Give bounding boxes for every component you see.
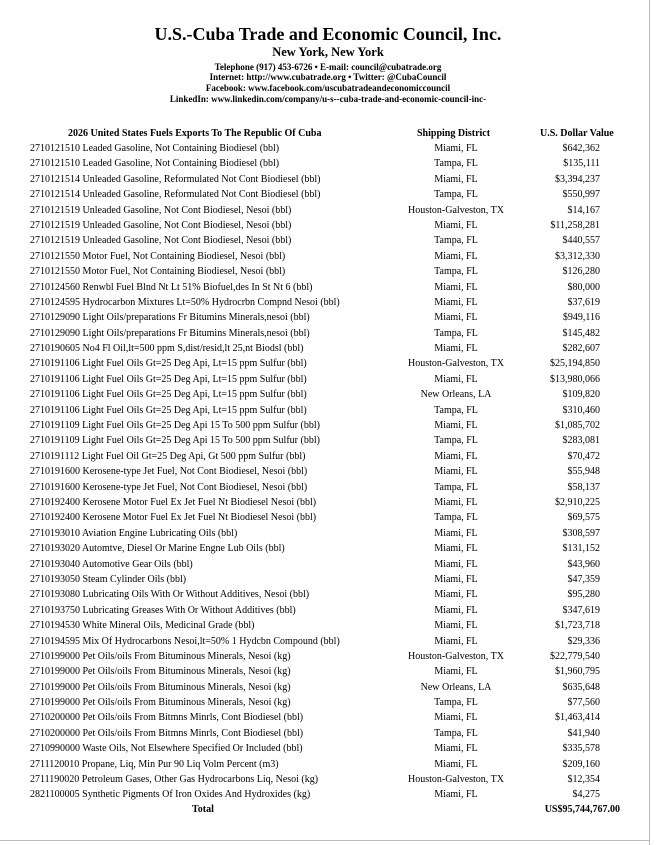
row-shipping-district: Miami, FL: [434, 527, 478, 539]
row-dollar-value: $1,723,718: [555, 620, 600, 632]
column-header-value: U.S. Dollar Value: [540, 128, 614, 139]
row-shipping-district: Miami, FL: [434, 373, 478, 385]
organization-city: New York, New York: [272, 45, 384, 59]
contact-facebook: Facebook: www.facebook.com/uscubatradeandeconomiccouncil: [205, 83, 451, 93]
total-value: US$95,744,767.00: [544, 804, 620, 815]
row-description: 2710121550 Motor Fuel, Not Containing Biodiesel, Nesoi (bbl): [30, 250, 286, 262]
row-description: 2710193750 Lubricating Greases With Or Without Additives (bbl): [30, 604, 296, 616]
row-dollar-value: $41,940: [567, 727, 600, 739]
table-row: [0, 741, 656, 756]
row-shipping-district: Miami, FL: [434, 281, 478, 293]
row-dollar-value: $70,472: [567, 450, 600, 462]
row-description: 2710124560 Renwbl Fuel Blnd Nt Lt 51% Biofuel,des In St Nt 6 (bbl): [30, 281, 313, 293]
row-description: 2710990000 Waste Oils, Not Elsewhere Specified Or Included (bbl): [30, 743, 303, 755]
contact-internet-twitter: Internet: http://www.cubatrade.org • Twitter: @CubaCouncil: [209, 72, 447, 82]
row-shipping-district: Tampa, FL: [434, 158, 478, 170]
row-dollar-value: $69,575: [567, 512, 600, 524]
row-description: 2711120010 Propane, Liq, Min Pur 90 Liq Volm Percent (m3): [30, 758, 279, 770]
table-row: [0, 664, 656, 679]
row-dollar-value: $11,258,281: [550, 219, 600, 231]
row-shipping-district: Miami, FL: [434, 620, 478, 632]
row-shipping-district: Miami, FL: [434, 604, 478, 616]
table-row: [0, 187, 656, 202]
row-shipping-district: Houston-Galveston, TX: [408, 774, 504, 786]
table-row: [0, 203, 656, 218]
table-row: [0, 464, 656, 479]
row-dollar-value: $440,557: [562, 235, 600, 247]
row-shipping-district: Miami, FL: [434, 543, 478, 555]
row-description: 2710191600 Kerosene-type Jet Fuel, Not Cont Biodiesel, Nesoi (bbl): [30, 466, 308, 478]
row-description: 2710121519 Unleaded Gasoline, Not Cont Biodiesel, Nesoi (bbl): [30, 219, 292, 231]
table-row: [0, 680, 656, 695]
table-row: [0, 695, 656, 710]
row-description: 2710194530 White Mineral Oils, Medicinal Grade (bbl): [30, 620, 255, 632]
table-row: [0, 387, 656, 402]
row-shipping-district: Miami, FL: [434, 558, 478, 570]
column-header-district: Shipping District: [417, 128, 491, 139]
table-row: [0, 772, 656, 787]
row-dollar-value: $58,137: [567, 481, 600, 493]
table-row: [0, 526, 656, 541]
row-shipping-district: Miami, FL: [434, 789, 478, 801]
row-dollar-value: $135,111: [563, 158, 600, 170]
table-row: [0, 341, 656, 356]
row-shipping-district: Miami, FL: [434, 635, 478, 647]
table-row: [0, 449, 656, 464]
row-dollar-value: $1,085,702: [555, 420, 600, 432]
contact-phone-email: Telephone (917) 453-6726 • E-mail: council@cubatrade.org: [214, 62, 442, 72]
row-description: 2710193050 Steam Cylinder Oils (bbl): [30, 573, 187, 585]
row-description: 2710192400 Kerosene Motor Fuel Ex Jet Fuel Nt Biodiesel Nesoi (bbl): [30, 496, 317, 508]
row-dollar-value: $13,980,066: [550, 373, 600, 385]
row-shipping-district: Miami, FL: [434, 743, 478, 755]
row-dollar-value: $209,160: [562, 758, 600, 770]
row-shipping-district: Miami, FL: [434, 343, 478, 355]
row-description: 2711190020 Petroleum Gases, Other Gas Hydrocarbons Liq, Nesoi (kg): [30, 774, 319, 786]
row-description: 2710121514 Unleaded Gasoline, Reformulated Not Cont Biodiesel (bbl): [30, 189, 321, 201]
row-dollar-value: $145,482: [562, 327, 600, 339]
row-dollar-value: $347,619: [562, 604, 600, 616]
table-row: [0, 603, 656, 618]
row-description: 2710121510 Leaded Gasoline, Not Containing Biodiesel (bbl): [30, 158, 280, 170]
row-description: 2710191109 Light Fuel Oils Gt=25 Deg Api 15 To 500 ppm Sulfur (bbl): [30, 420, 320, 432]
table-row: [0, 480, 656, 495]
row-description: 2710121550 Motor Fuel, Not Containing Biodiesel, Nesoi (bbl): [30, 266, 286, 278]
table-row: [0, 326, 656, 341]
row-shipping-district: Houston-Galveston, TX: [408, 204, 504, 216]
contact-linkedin: LinkedIn: www.linkedin.com/company/u-s--cuba-trade-and-economic-council-inc-: [169, 94, 487, 104]
table-row: [0, 249, 656, 264]
row-dollar-value: $282,607: [562, 343, 600, 355]
row-dollar-value: $3,394,237: [555, 173, 600, 185]
row-dollar-value: $310,460: [562, 404, 600, 416]
exports-table-body: [0, 141, 656, 803]
table-row: [0, 433, 656, 448]
row-dollar-value: $37,619: [567, 296, 600, 308]
table-row: [0, 356, 656, 371]
row-description: 2710121519 Unleaded Gasoline, Not Cont Biodiesel, Nesoi (bbl): [30, 235, 292, 247]
organization-title: U.S.-Cuba Trade and Economic Council, Inc.: [154, 24, 502, 44]
table-row: [0, 233, 656, 248]
row-description: 2710191600 Kerosene-type Jet Fuel, Not Cont Biodiesel, Nesoi (bbl): [30, 481, 308, 493]
row-description: 2710121519 Unleaded Gasoline, Not Cont Biodiesel, Nesoi (bbl): [30, 204, 292, 216]
row-dollar-value: $109,820: [562, 389, 600, 401]
row-shipping-district: Miami, FL: [434, 589, 478, 601]
row-shipping-district: Tampa, FL: [434, 327, 478, 339]
row-description: 2710191106 Light Fuel Oils Gt=25 Deg Api, Lt=15 ppm Sulfur (bbl): [30, 373, 307, 385]
table-row: [0, 372, 656, 387]
row-description: 2710191106 Light Fuel Oils Gt=25 Deg Api, Lt=15 ppm Sulfur (bbl): [30, 358, 307, 370]
row-description: 2710193010 Aviation Engine Lubricating Oils (bbl): [30, 527, 238, 539]
row-shipping-district: Miami, FL: [434, 219, 478, 231]
row-shipping-district: Miami, FL: [434, 173, 478, 185]
row-shipping-district: Tampa, FL: [434, 404, 478, 416]
row-shipping-district: Tampa, FL: [434, 435, 478, 447]
row-dollar-value: $47,359: [567, 573, 600, 585]
table-row: [0, 264, 656, 279]
table-row: [0, 403, 656, 418]
table-row: [0, 295, 656, 310]
row-description: 2710193080 Lubricating Oils With Or Without Additives, Nesoi (bbl): [30, 589, 310, 601]
row-dollar-value: $14,167: [567, 204, 600, 216]
table-row: [0, 787, 656, 802]
table-row: [0, 618, 656, 633]
table-row: [0, 172, 656, 187]
row-dollar-value: $12,354: [567, 774, 600, 786]
table-row: [0, 541, 656, 556]
row-dollar-value: $22,779,540: [550, 650, 600, 662]
table-row: [0, 418, 656, 433]
table-row: [0, 495, 656, 510]
row-description: 2710193020 Automtve, Diesel Or Marine Engne Lub Oils (bbl): [30, 543, 285, 555]
row-shipping-district: Miami, FL: [434, 312, 478, 324]
row-shipping-district: Miami, FL: [434, 496, 478, 508]
row-shipping-district: Tampa, FL: [434, 727, 478, 739]
table-row: [0, 710, 656, 725]
row-description: 2710191106 Light Fuel Oils Gt=25 Deg Api, Lt=15 ppm Sulfur (bbl): [30, 389, 307, 401]
row-description: 2710191106 Light Fuel Oils Gt=25 Deg Api, Lt=15 ppm Sulfur (bbl): [30, 404, 307, 416]
row-description: 2710199000 Pet Oils/oils From Bituminous Minerals, Nesoi (kg): [30, 666, 291, 678]
table-row: [0, 587, 656, 602]
row-shipping-district: Miami, FL: [434, 466, 478, 478]
row-shipping-district: Houston-Galveston, TX: [408, 650, 504, 662]
row-description: 2710199000 Pet Oils/oils From Bituminous Minerals, Nesoi (kg): [30, 650, 291, 662]
row-shipping-district: Houston-Galveston, TX: [408, 358, 504, 370]
row-shipping-district: Tampa, FL: [434, 512, 478, 524]
row-description: 2710129090 Light Oils/preparations Fr Bitumins Minerals,nesoi (bbl): [30, 312, 310, 324]
table-row: [0, 510, 656, 525]
row-dollar-value: $126,280: [562, 266, 600, 278]
row-description: 2710121510 Leaded Gasoline, Not Containing Biodiesel (bbl): [30, 143, 280, 154]
row-dollar-value: $95,280: [567, 589, 600, 601]
total-label: Total: [192, 804, 214, 815]
row-dollar-value: $635,648: [562, 681, 600, 693]
row-dollar-value: $308,597: [562, 527, 600, 539]
row-dollar-value: $1,960,795: [555, 666, 600, 678]
table-row: [0, 649, 656, 664]
row-dollar-value: $335,578: [562, 743, 600, 755]
row-dollar-value: $550,997: [562, 189, 600, 201]
row-description: 2710193040 Automotive Gear Oils (bbl): [30, 558, 193, 570]
row-description: 2710200000 Pet Oils/oils From Bitmns Minrls, Cont Biodiesel (bbl): [30, 712, 304, 724]
table-row: [0, 218, 656, 233]
row-dollar-value: $43,960: [567, 558, 600, 570]
row-description: 2710199000 Pet Oils/oils From Bituminous Minerals, Nesoi (kg): [30, 681, 291, 693]
row-description: 2710190605 No4 Fl Oil,lt=500 ppm S,dist/resid,lt 25,nt Biodsl (bbl): [30, 343, 304, 355]
column-header-description: 2026 United States Fuels Exports To The Republic Of Cuba: [68, 128, 322, 139]
row-dollar-value: $29,336: [567, 635, 600, 647]
row-description: 2710124595 Hydrocarbon Mixtures Lt=50% Hydrocrbn Compnd Nesoi (bbl): [30, 296, 340, 308]
row-shipping-district: Miami, FL: [434, 420, 478, 432]
row-shipping-district: New Orleans, LA: [420, 681, 492, 693]
row-shipping-district: Miami, FL: [434, 666, 478, 678]
row-dollar-value: $642,362: [562, 143, 600, 154]
table-row: [0, 310, 656, 325]
row-dollar-value: $77,560: [567, 697, 600, 709]
row-description: 2710129090 Light Oils/preparations Fr Bitumins Minerals,nesoi (bbl): [30, 327, 310, 339]
row-description: 2710199000 Pet Oils/oils From Bituminous Minerals, Nesoi (kg): [30, 697, 291, 709]
row-dollar-value: $4,275: [572, 789, 600, 801]
row-shipping-district: Miami, FL: [434, 250, 478, 262]
row-dollar-value: $1,463,414: [555, 712, 600, 724]
table-row: [0, 572, 656, 587]
table-row: [0, 280, 656, 295]
table-row: [0, 557, 656, 572]
row-dollar-value: $949,116: [562, 312, 600, 324]
row-description: 2710121514 Unleaded Gasoline, Reformulated Not Cont Biodiesel (bbl): [30, 173, 321, 185]
table-row: [0, 757, 656, 772]
row-description: 2710194595 Mix Of Hydrocarbons Nesoi,lt=50% 1 Hydcbn Compound (bbl): [30, 635, 340, 647]
row-shipping-district: Miami, FL: [434, 758, 478, 770]
row-shipping-district: Tampa, FL: [434, 189, 478, 201]
row-dollar-value: $131,152: [562, 543, 600, 555]
row-shipping-district: Tampa, FL: [434, 481, 478, 493]
table-row: [0, 141, 656, 156]
table-row: [0, 156, 656, 171]
row-shipping-district: Miami, FL: [434, 296, 478, 308]
row-dollar-value: $25,194,850: [550, 358, 600, 370]
row-shipping-district: Miami, FL: [434, 573, 478, 585]
page-border-bottom: [0, 840, 650, 841]
row-shipping-district: Miami, FL: [434, 143, 478, 154]
row-shipping-district: New Orleans, LA: [420, 389, 492, 401]
table-row: [0, 634, 656, 649]
table-row: [0, 726, 656, 741]
row-description: 2710200000 Pet Oils/oils From Bitmns Minrls, Cont Biodiesel (bbl): [30, 727, 304, 739]
row-description: 2821100005 Synthetic Pigments Of Iron Oxides And Hydroxides (kg): [30, 789, 311, 801]
row-shipping-district: Miami, FL: [434, 712, 478, 724]
row-shipping-district: Tampa, FL: [434, 266, 478, 278]
row-description: 2710191112 Light Fuel Oil Gt=25 Deg Api, Gt 500 ppm Sulfur (bbl): [30, 450, 306, 462]
row-dollar-value: $283,081: [562, 435, 600, 447]
row-shipping-district: Tampa, FL: [434, 235, 478, 247]
row-description: 2710191109 Light Fuel Oils Gt=25 Deg Api 15 To 500 ppm Sulfur (bbl): [30, 435, 320, 447]
row-shipping-district: Tampa, FL: [434, 697, 478, 709]
row-dollar-value: $3,312,330: [555, 250, 600, 262]
row-description: 2710192400 Kerosene Motor Fuel Ex Jet Fuel Nt Biodiesel Nesoi (bbl): [30, 512, 317, 524]
row-dollar-value: $55,948: [567, 466, 600, 478]
row-shipping-district: Miami, FL: [434, 450, 478, 462]
row-dollar-value: $2,910,225: [555, 496, 600, 508]
row-dollar-value: $80,000: [567, 281, 600, 293]
